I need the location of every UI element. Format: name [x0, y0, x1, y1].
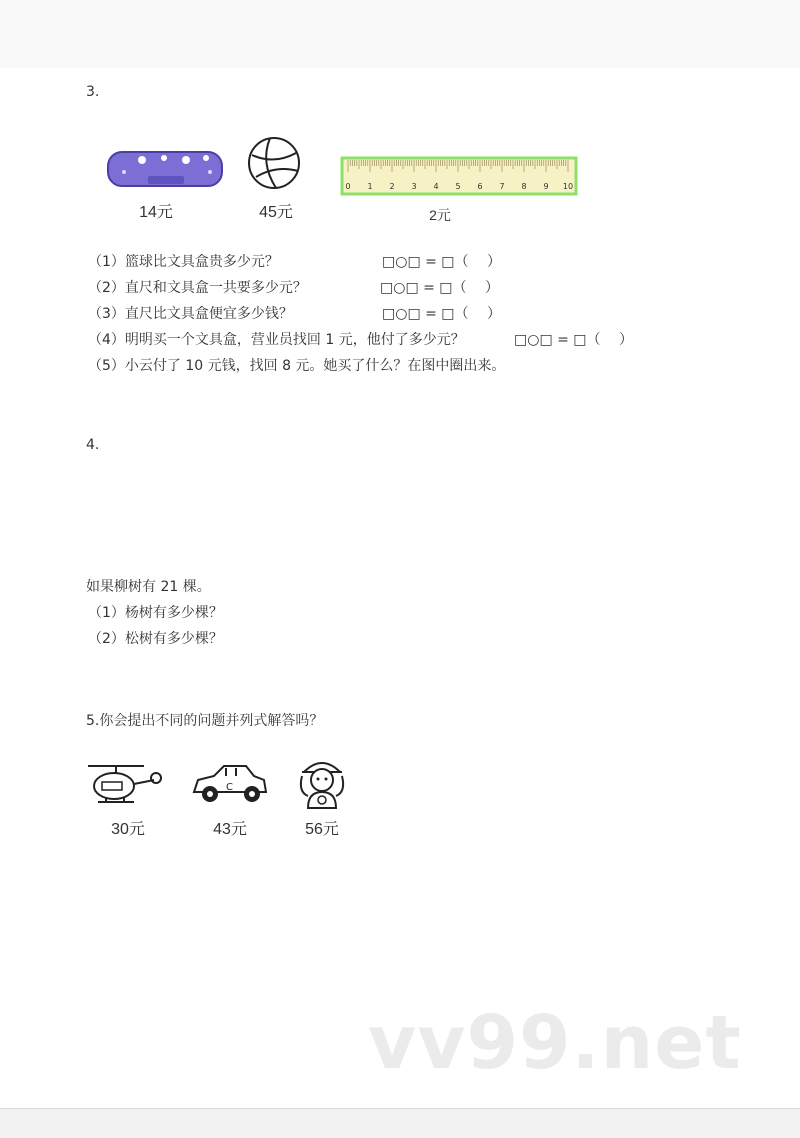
ruler-icon	[340, 156, 578, 200]
q3-question-3: （3）直尺比文具盒便宜多少钱？	[88, 306, 293, 322]
basketball-icon	[246, 135, 302, 195]
ruler-tick-label: 2	[389, 182, 395, 191]
page-top-band	[0, 0, 800, 68]
page-bottom-band	[0, 1108, 800, 1138]
ruler-tick-label: 10	[562, 182, 574, 191]
watermark: vv99.net	[368, 1000, 742, 1086]
q3-answer-formula-3: □○□ = □（ ）	[382, 306, 501, 322]
q3-answer-formula-1: □○□ = □（ ）	[382, 254, 501, 270]
doll-price: 56元	[305, 821, 339, 838]
ruler-tick-label: 0	[345, 182, 351, 191]
q3-answer-formula-2: □○□ = □（ ）	[380, 280, 499, 296]
toy-car-price: 43元	[213, 821, 247, 838]
ruler-tick-label: 1	[367, 182, 373, 191]
ruler-tick-label: 8	[521, 182, 527, 191]
question-3-number: 3.	[86, 84, 100, 100]
basketball-price: 45元	[259, 204, 293, 221]
question-4-number: 4.	[86, 437, 100, 453]
q3-question-2: （2）直尺和文具盒一共要多少元？	[88, 280, 307, 296]
q3-answer-formula-4: □○□ = □（ ）	[514, 332, 633, 348]
pencil-case-price: 14元	[139, 204, 173, 221]
ruler-tick-label: 3	[411, 182, 417, 191]
doll-icon	[294, 756, 350, 816]
helicopter-icon	[84, 758, 164, 812]
q4-condition: 如果柳树有 21 棵。	[86, 579, 211, 595]
svg-text:C: C	[226, 782, 233, 793]
q3-question-4: （4）明明买一个文具盒，营业员找回 1 元，他付了多少元？	[88, 332, 465, 348]
q3-question-1: （1）篮球比文具盒贵多少元？	[88, 254, 279, 270]
q4-question-2: （2）松树有多少棵？	[88, 631, 223, 647]
ruler-price: 2元	[429, 207, 451, 223]
ruler-tick-label: 6	[477, 182, 483, 191]
q3-question-5: （5）小云付了 10 元钱，找回 8 元。她买了什么？在图中圈出来。	[88, 358, 506, 374]
question-5-title: 5.你会提出不同的问题并列式解答吗？	[86, 713, 324, 729]
toy-car-icon	[190, 762, 270, 810]
q4-question-1: （1）杨树有多少棵？	[88, 605, 223, 621]
ruler-tick-label: 9	[543, 182, 549, 191]
ruler-tick-label: 7	[499, 182, 505, 191]
ruler-tick-label: 5	[455, 182, 461, 191]
ruler-tick-label: 4	[433, 182, 439, 191]
pencil-case-icon	[106, 150, 226, 194]
helicopter-price: 30元	[111, 821, 145, 838]
